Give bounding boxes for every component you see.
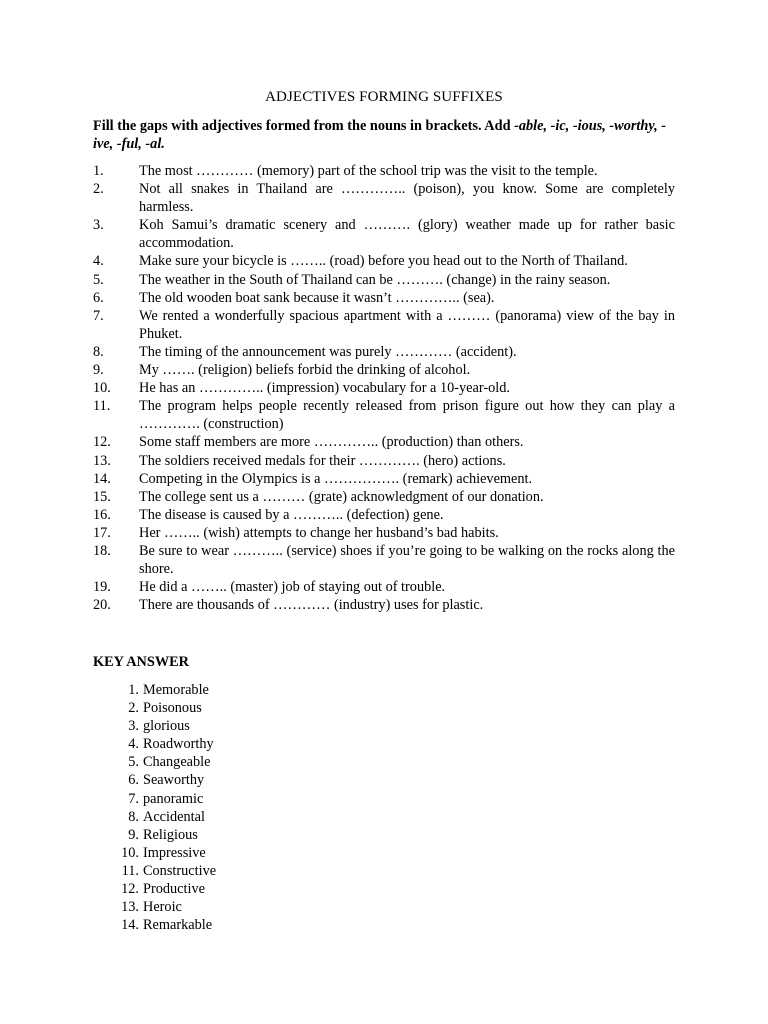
answer-text: Accidental	[143, 808, 205, 825]
question-text: The college sent us a ……… (grate) acknowledgment of our donation.	[139, 488, 544, 505]
question-text: Make sure your bicycle is …….. (road) before you head out to the North of Thailand.	[139, 253, 628, 270]
question-text: Koh Samui’s dramatic scenery and ………. (glory) weather made up for rather basic accommodation.	[139, 217, 675, 252]
question-number: 8.	[93, 343, 104, 360]
question-number: 3.	[93, 217, 104, 234]
question-text: The old wooden boat sank because it wasn’t ………….. (sea).	[139, 289, 495, 306]
question-item	[93, 361, 675, 379]
question-text: The program helps people recently released from prison figure out how they can play a …………. (construction)	[139, 398, 675, 433]
question-number: 9.	[93, 362, 104, 379]
question-item	[93, 180, 675, 216]
answer-item	[93, 717, 216, 735]
answer-number: 11.	[121, 862, 139, 879]
question-number: 17.	[93, 524, 111, 541]
answer-item	[93, 753, 216, 771]
question-item	[93, 433, 675, 451]
question-text: Not all snakes in Thailand are ………….. (poison), you know. Some are completely harmless.	[139, 181, 675, 216]
answer-list	[93, 681, 216, 934]
answer-number: 7.	[128, 790, 139, 807]
question-text: My ……. (religion) beliefs forbid the drinking of alcohol.	[139, 362, 471, 379]
answer-text: Poisonous	[143, 700, 202, 717]
question-text: The soldiers received medals for their …………. (hero) actions.	[139, 452, 506, 469]
question-number: 7.	[93, 307, 104, 324]
question-item	[93, 379, 675, 397]
answer-item	[93, 862, 216, 880]
question-text: The most ………… (memory) part of the school trip was the visit to the temple.	[139, 163, 598, 179]
answer-number: 2.	[128, 700, 139, 717]
answer-item	[93, 699, 216, 717]
answer-item	[93, 898, 216, 916]
question-text: He has an ………….. (impression) vocabulary for a 10-year-old.	[139, 380, 510, 397]
question-number: 10.	[93, 380, 111, 397]
answer-item	[93, 681, 216, 699]
question-number: 2.	[93, 181, 104, 198]
question-text: The weather in the South of Thailand can be ………. (change) in the rainy season.	[139, 271, 611, 288]
answer-item	[93, 735, 216, 753]
question-item	[93, 542, 675, 578]
answer-text: Roadworthy	[143, 736, 214, 753]
question-item	[93, 524, 675, 542]
question-item	[93, 343, 675, 361]
question-number: 15.	[93, 488, 111, 505]
question-list	[93, 162, 675, 614]
answer-item	[93, 771, 216, 789]
question-number: 4.	[93, 253, 104, 270]
question-text: Be sure to wear ……….. (service) shoes if you’re going to be walking on the rocks along the shore.	[139, 542, 675, 578]
question-item	[93, 289, 675, 307]
key-answer-heading: KEY ANSWER	[93, 654, 189, 670]
answer-item	[93, 808, 216, 826]
document-title: ADJECTIVES FORMING SUFFIXES	[265, 89, 503, 105]
question-item	[93, 271, 675, 289]
question-item	[93, 162, 675, 180]
question-text: The disease is caused by a ……….. (defection) gene.	[139, 506, 444, 523]
question-number: 19.	[93, 579, 111, 596]
answer-text: Heroic	[143, 899, 182, 916]
answer-text: Constructive	[143, 862, 217, 879]
answer-text: Productive	[143, 881, 205, 898]
question-text: Her …….. (wish) attempts to change her husband’s bad habits.	[139, 524, 499, 541]
answer-item	[93, 916, 216, 934]
question-item	[93, 252, 675, 270]
answer-number: 4.	[128, 736, 139, 753]
question-number: 11.	[93, 398, 111, 415]
answer-number: 14.	[121, 917, 139, 934]
answer-text: Impressive	[143, 844, 206, 861]
answer-text: Remarkable	[143, 917, 213, 934]
question-text: Some staff members are more ………….. (production) than others.	[139, 434, 524, 451]
answer-number: 8.	[128, 808, 139, 825]
answer-item	[93, 826, 216, 844]
answer-number: 9.	[128, 826, 139, 843]
answer-text: glorious	[143, 718, 190, 735]
question-text: We rented a wonderfully spacious apartment with a ……… (panorama) view of the bay in Phuket.	[139, 307, 675, 342]
answer-number: 10.	[121, 844, 139, 861]
question-item	[93, 578, 675, 596]
question-number: 5.	[93, 271, 104, 288]
question-number: 13.	[93, 452, 111, 469]
instructions	[93, 117, 675, 153]
question-number: 14.	[93, 470, 111, 487]
answer-item	[93, 790, 216, 808]
question-text: There are thousands of ………… (industry) uses for plastic.	[139, 597, 484, 614]
answer-number: 3.	[128, 718, 139, 735]
instructions-suffixes: -able, -ic, -ious, -worthy, -ive, -ful, -al.	[93, 118, 667, 152]
answer-text: panoramic	[143, 790, 204, 807]
question-item	[93, 452, 675, 470]
question-text: He did a …….. (master) job of staying out of trouble.	[139, 579, 446, 596]
answer-text: Changeable	[143, 754, 211, 771]
question-number: 20.	[93, 597, 111, 614]
answer-item	[93, 844, 216, 862]
question-number: 1.	[93, 163, 104, 179]
answer-number: 6.	[128, 772, 139, 789]
answer-number: 12.	[121, 881, 139, 898]
question-number: 6.	[93, 289, 104, 306]
answer-text: Religious	[143, 826, 198, 843]
question-item	[93, 596, 675, 614]
question-number: 18.	[93, 542, 111, 559]
answer-number: 13.	[121, 899, 139, 916]
answer-item	[93, 880, 216, 898]
question-item	[93, 397, 675, 433]
question-item	[93, 307, 675, 343]
answer-text: Seaworthy	[143, 772, 205, 789]
question-item	[93, 506, 675, 524]
answer-number: 5.	[128, 754, 139, 771]
question-text: Competing in the Olympics is a ……………. (remark) achievement.	[139, 470, 533, 487]
answer-text: Memorable	[143, 682, 209, 698]
question-item	[93, 216, 675, 252]
question-item	[93, 488, 675, 506]
answer-number: 1.	[128, 682, 139, 698]
question-number: 16.	[93, 506, 111, 523]
question-text: The timing of the announcement was purely ………… (accident).	[139, 343, 517, 360]
question-item	[93, 470, 675, 488]
instructions-text: Fill the gaps with adjectives formed from the nouns in brackets. Add	[93, 118, 515, 134]
question-number: 12.	[93, 434, 111, 451]
